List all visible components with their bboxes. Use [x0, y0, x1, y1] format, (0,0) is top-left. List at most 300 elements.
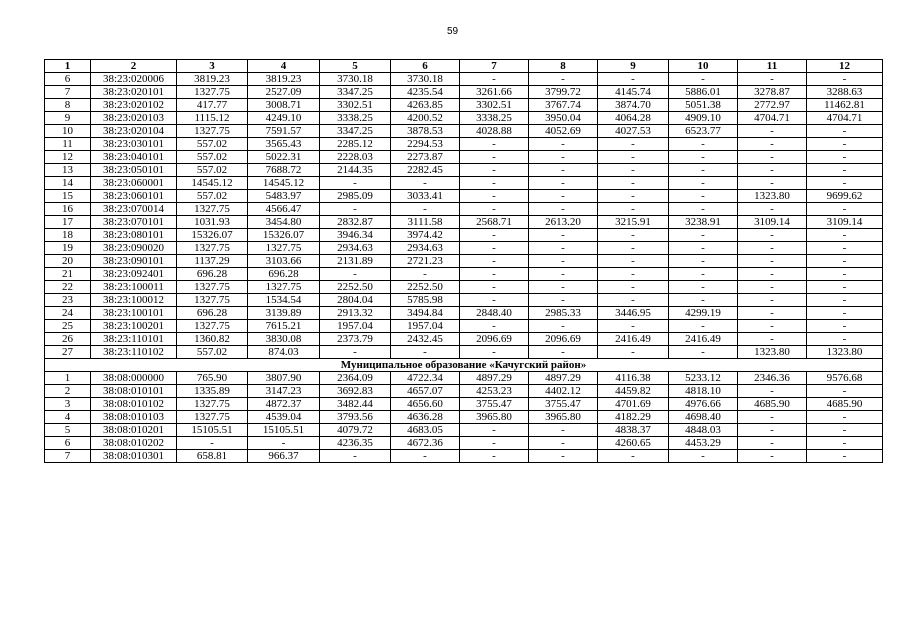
table-row	[45, 125, 883, 138]
table-cell: -	[807, 177, 883, 190]
table-cell: -	[738, 125, 807, 138]
column-header: 2	[91, 60, 177, 73]
table-cell: -	[807, 164, 883, 177]
table-cell: 14545.12	[177, 177, 248, 190]
table-cell: 2832.87	[320, 216, 391, 229]
table-cell: 7	[45, 450, 91, 463]
table-cell: -	[320, 268, 391, 281]
table-cell: -	[598, 346, 669, 359]
table-cell: 4722.34	[391, 372, 460, 385]
table-cell: -	[807, 424, 883, 437]
table-cell: 38:08:010103	[91, 411, 177, 424]
table-cell: 15105.51	[177, 424, 248, 437]
table-cell: 24	[45, 307, 91, 320]
table-cell: 1137.29	[177, 255, 248, 268]
table-cell: -	[598, 294, 669, 307]
table-cell: 1534.54	[248, 294, 320, 307]
table-cell: 7615.21	[248, 320, 320, 333]
table-cell: 14545.12	[248, 177, 320, 190]
table-cell: 3033.41	[391, 190, 460, 203]
table-cell: -	[598, 164, 669, 177]
table-cell: -	[460, 346, 529, 359]
table-cell: -	[391, 268, 460, 281]
table-cell: 4897.29	[460, 372, 529, 385]
table-cell: -	[669, 151, 738, 164]
table-cell: -	[460, 255, 529, 268]
column-header: 9	[598, 60, 669, 73]
table-cell: 696.28	[248, 268, 320, 281]
table-row	[45, 151, 883, 164]
section-heading-row	[45, 359, 883, 372]
table-cell: 3454.80	[248, 216, 320, 229]
table-cell: 38:23:050101	[91, 164, 177, 177]
table-cell: -	[320, 203, 391, 216]
table-row	[45, 216, 883, 229]
table-cell: 16	[45, 203, 91, 216]
table-cell: 1327.75	[177, 242, 248, 255]
table-cell: -	[738, 151, 807, 164]
table-cell: 3302.51	[320, 99, 391, 112]
table-cell: -	[598, 177, 669, 190]
table-cell: 3830.08	[248, 333, 320, 346]
table-cell: -	[460, 203, 529, 216]
table-cell: -	[460, 320, 529, 333]
table-cell: -	[391, 450, 460, 463]
table-cell: -	[529, 255, 598, 268]
table-cell: -	[460, 190, 529, 203]
table-cell: -	[460, 294, 529, 307]
table-cell: 6523.77	[669, 125, 738, 138]
table-cell: 6	[45, 73, 91, 86]
table-cell: 3950.04	[529, 112, 598, 125]
table-row	[45, 411, 883, 424]
table-cell: -	[807, 242, 883, 255]
table-cell: 3965.80	[460, 411, 529, 424]
table-cell: -	[529, 177, 598, 190]
table-cell: 15	[45, 190, 91, 203]
table-cell: 4064.28	[598, 112, 669, 125]
table-cell: 4704.71	[807, 112, 883, 125]
table-row	[45, 385, 883, 398]
table-row	[45, 164, 883, 177]
table-cell: -	[807, 450, 883, 463]
table-cell: 2432.45	[391, 333, 460, 346]
table-cell: 2346.36	[738, 372, 807, 385]
table-row	[45, 73, 883, 86]
column-header: 12	[807, 60, 883, 73]
table-cell: 4260.65	[598, 437, 669, 450]
table-row	[45, 268, 883, 281]
table-cell: -	[529, 190, 598, 203]
table-cell: 38:08:010201	[91, 424, 177, 437]
table-cell: 4566.47	[248, 203, 320, 216]
table-cell: -	[669, 242, 738, 255]
table-cell: -	[598, 320, 669, 333]
table-cell: 23	[45, 294, 91, 307]
table-cell: -	[669, 346, 738, 359]
table-cell: -	[669, 138, 738, 151]
table-cell: 38:23:070014	[91, 203, 177, 216]
table-cell: 4052.69	[529, 125, 598, 138]
table-cell: 2252.50	[391, 281, 460, 294]
table-cell: 27	[45, 346, 91, 359]
table-cell: -	[669, 281, 738, 294]
table-cell: 4145.74	[598, 86, 669, 99]
table-cell: 3874.70	[598, 99, 669, 112]
table-cell: -	[529, 281, 598, 294]
table-cell: 19	[45, 242, 91, 255]
table-cell: 4236.35	[320, 437, 391, 450]
table-cell: 1323.80	[738, 346, 807, 359]
table-cell: 4704.71	[738, 112, 807, 125]
table-cell: 17	[45, 216, 91, 229]
table-cell: 4698.40	[669, 411, 738, 424]
table-cell: 557.02	[177, 190, 248, 203]
table-cell: 38:23:060001	[91, 177, 177, 190]
table-cell: 9576.68	[807, 372, 883, 385]
table-cell: -	[669, 190, 738, 203]
table-cell: -	[738, 164, 807, 177]
table-cell: 4235.54	[391, 86, 460, 99]
table-cell: 7591.57	[248, 125, 320, 138]
table-row	[45, 437, 883, 450]
table-cell: -	[807, 255, 883, 268]
table-cell: 4253.23	[460, 385, 529, 398]
table-cell: 4838.37	[598, 424, 669, 437]
table-cell: -	[320, 450, 391, 463]
table-cell: 1327.75	[177, 86, 248, 99]
table-cell: 4299.19	[669, 307, 738, 320]
table-row	[45, 203, 883, 216]
table-cell: 3793.56	[320, 411, 391, 424]
table-cell: 2096.69	[460, 333, 529, 346]
table-cell: -	[598, 281, 669, 294]
table-row	[45, 242, 883, 255]
table-cell: 38:23:030101	[91, 138, 177, 151]
table-cell: 38:23:020103	[91, 112, 177, 125]
table-cell: 3965.80	[529, 411, 598, 424]
table-cell: -	[529, 424, 598, 437]
table-cell: 3109.14	[738, 216, 807, 229]
table-cell: 4182.29	[598, 411, 669, 424]
table-cell: 38:23:060101	[91, 190, 177, 203]
table-cell: 38:23:020104	[91, 125, 177, 138]
table-cell: 1327.75	[177, 320, 248, 333]
table-cell: 696.28	[177, 307, 248, 320]
table-cell: 2282.45	[391, 164, 460, 177]
table-cell: -	[529, 320, 598, 333]
table-cell: 3819.23	[177, 73, 248, 86]
table-row	[45, 450, 883, 463]
table-cell: -	[177, 437, 248, 450]
table-cell: 4672.36	[391, 437, 460, 450]
table-cell: 21	[45, 268, 91, 281]
table-cell: -	[807, 268, 883, 281]
table-cell: 4897.29	[529, 372, 598, 385]
table-cell: 966.37	[248, 450, 320, 463]
table-cell: -	[598, 151, 669, 164]
table-row	[45, 99, 883, 112]
table-cell: 38:08:010301	[91, 450, 177, 463]
table-cell: 38:23:100012	[91, 294, 177, 307]
table-cell: 4683.05	[391, 424, 460, 437]
table-cell: 4656.60	[391, 398, 460, 411]
table-cell: 1327.75	[248, 242, 320, 255]
table-cell: -	[598, 138, 669, 151]
table-cell: -	[460, 229, 529, 242]
table-body	[45, 73, 883, 463]
table-cell: -	[460, 437, 529, 450]
table-cell: -	[598, 229, 669, 242]
table-cell: 15105.51	[248, 424, 320, 437]
table-cell: 1323.80	[738, 190, 807, 203]
table-cell: 38:23:020102	[91, 99, 177, 112]
table-cell: 3347.25	[320, 125, 391, 138]
table-cell: -	[738, 203, 807, 216]
table-cell: 4402.12	[529, 385, 598, 398]
table-cell: 4079.72	[320, 424, 391, 437]
table-cell: -	[669, 164, 738, 177]
table-cell: -	[807, 229, 883, 242]
table-row	[45, 190, 883, 203]
table-cell: 5022.31	[248, 151, 320, 164]
table-row	[45, 229, 883, 242]
table-cell: 38:23:090020	[91, 242, 177, 255]
table-row	[45, 346, 883, 359]
table-cell: -	[598, 190, 669, 203]
table-cell: 557.02	[177, 138, 248, 151]
table-cell: -	[598, 203, 669, 216]
table-cell: 4116.38	[598, 372, 669, 385]
table-cell: 2144.35	[320, 164, 391, 177]
table-cell: -	[460, 177, 529, 190]
table-cell: 2985.33	[529, 307, 598, 320]
table-cell: -	[320, 346, 391, 359]
table-cell: 1327.75	[177, 294, 248, 307]
table-cell: -	[529, 268, 598, 281]
table-row	[45, 333, 883, 346]
table-cell: 3347.25	[320, 86, 391, 99]
section-title: Муниципальное образование «Качугский район»	[45, 359, 883, 372]
table-cell: -	[738, 73, 807, 86]
table-cell: 4872.37	[248, 398, 320, 411]
table-cell: -	[529, 73, 598, 86]
table-cell: 38:23:020006	[91, 73, 177, 86]
table-cell: -	[738, 411, 807, 424]
table-cell: 3302.51	[460, 99, 529, 112]
table-cell: 1	[45, 372, 91, 385]
table-cell: 7688.72	[248, 164, 320, 177]
column-header: 6	[391, 60, 460, 73]
table-cell: 4027.53	[598, 125, 669, 138]
table-cell: 3278.87	[738, 86, 807, 99]
table-cell: 9	[45, 112, 91, 125]
table-cell: 765.90	[177, 372, 248, 385]
table-cell: 18	[45, 229, 91, 242]
table-cell: 3730.18	[391, 73, 460, 86]
table-cell: -	[598, 450, 669, 463]
table-cell: 3338.25	[320, 112, 391, 125]
table-cell: -	[320, 177, 391, 190]
table-cell: 38:23:070101	[91, 216, 177, 229]
table-cell: -	[529, 229, 598, 242]
table-cell: -	[807, 151, 883, 164]
table-cell: 2364.09	[320, 372, 391, 385]
table-cell: 4028.88	[460, 125, 529, 138]
table-cell: -	[807, 73, 883, 86]
table-cell: 3730.18	[320, 73, 391, 86]
table-cell: 2568.71	[460, 216, 529, 229]
table-cell: -	[529, 450, 598, 463]
table-cell: 3111.58	[391, 216, 460, 229]
table-cell: -	[807, 437, 883, 450]
table-cell: 2416.49	[598, 333, 669, 346]
table-cell: 696.28	[177, 268, 248, 281]
table-cell: 3147.23	[248, 385, 320, 398]
table-cell: 3261.66	[460, 86, 529, 99]
table-cell: -	[460, 151, 529, 164]
table-cell: -	[529, 164, 598, 177]
table-cell: 38:23:110102	[91, 346, 177, 359]
data-table	[44, 59, 883, 463]
column-header: 7	[460, 60, 529, 73]
column-header: 8	[529, 60, 598, 73]
table-cell: 2416.49	[669, 333, 738, 346]
table-cell: -	[669, 320, 738, 333]
table-cell: 2848.40	[460, 307, 529, 320]
table-cell: 4976.66	[669, 398, 738, 411]
table-cell: 4818.10	[669, 385, 738, 398]
table-cell: 557.02	[177, 346, 248, 359]
table-cell: 1327.75	[177, 411, 248, 424]
table-cell: -	[738, 424, 807, 437]
table-cell: -	[738, 333, 807, 346]
table-cell: 1323.80	[807, 346, 883, 359]
table-cell: 5785.98	[391, 294, 460, 307]
page-number: 59	[446, 26, 459, 37]
table-cell: 1327.75	[248, 281, 320, 294]
table-cell: 2913.32	[320, 307, 391, 320]
table-cell: 557.02	[177, 151, 248, 164]
table-cell: 3878.53	[391, 125, 460, 138]
table-cell: -	[391, 203, 460, 216]
table-cell: -	[738, 320, 807, 333]
table-cell: -	[807, 281, 883, 294]
table-cell: -	[807, 385, 883, 398]
table-cell: 3807.90	[248, 372, 320, 385]
table-cell: -	[738, 268, 807, 281]
table-cell: 5233.12	[669, 372, 738, 385]
table-cell: 15326.07	[177, 229, 248, 242]
table-cell: 4685.90	[807, 398, 883, 411]
table-cell: 15326.07	[248, 229, 320, 242]
table-cell: 3446.95	[598, 307, 669, 320]
table-cell: 3482.44	[320, 398, 391, 411]
table-cell: 2285.12	[320, 138, 391, 151]
table-cell: 1327.75	[177, 281, 248, 294]
table-cell: 9699.62	[807, 190, 883, 203]
table-cell: 2527.09	[248, 86, 320, 99]
table-cell: 3974.42	[391, 229, 460, 242]
table-cell: -	[807, 411, 883, 424]
table-row	[45, 372, 883, 385]
table-cell: -	[738, 294, 807, 307]
table-cell: 2228.03	[320, 151, 391, 164]
table-cell: 5051.38	[669, 99, 738, 112]
table-cell: -	[807, 203, 883, 216]
table-cell: -	[807, 307, 883, 320]
table-row	[45, 138, 883, 151]
table-row	[45, 294, 883, 307]
table-cell: -	[738, 281, 807, 294]
table-cell: 4657.07	[391, 385, 460, 398]
table-cell: 4848.03	[669, 424, 738, 437]
table-cell: -	[460, 164, 529, 177]
table-cell: 3767.74	[529, 99, 598, 112]
table-cell: 1957.04	[320, 320, 391, 333]
table-cell: 3338.25	[460, 112, 529, 125]
column-header: 10	[669, 60, 738, 73]
table-cell: 4685.90	[738, 398, 807, 411]
table-cell: 38:23:080101	[91, 229, 177, 242]
table-row	[45, 424, 883, 437]
table-cell: 25	[45, 320, 91, 333]
table-cell: 3799.72	[529, 86, 598, 99]
table-cell: -	[460, 450, 529, 463]
table-cell: 1957.04	[391, 320, 460, 333]
table-cell: 2804.04	[320, 294, 391, 307]
table-cell: 3238.91	[669, 216, 738, 229]
table-cell: 3755.47	[529, 398, 598, 411]
table-cell: -	[669, 73, 738, 86]
table-cell: 1327.75	[177, 398, 248, 411]
table-row	[45, 86, 883, 99]
table-cell: 5	[45, 424, 91, 437]
table-cell: 4263.85	[391, 99, 460, 112]
table-cell: -	[529, 151, 598, 164]
table-cell: 1327.75	[177, 125, 248, 138]
table-cell: 4459.82	[598, 385, 669, 398]
table-cell: 11462.81	[807, 99, 883, 112]
table-cell: 38:08:010202	[91, 437, 177, 450]
table-cell: 38:23:100011	[91, 281, 177, 294]
table-cell: 26	[45, 333, 91, 346]
table-cell: 38:23:110101	[91, 333, 177, 346]
table-row	[45, 320, 883, 333]
table-cell: 3139.89	[248, 307, 320, 320]
table-cell: 2131.89	[320, 255, 391, 268]
table-row	[45, 112, 883, 125]
table-cell: 3215.91	[598, 216, 669, 229]
table-cell: -	[391, 177, 460, 190]
table-cell: 3565.43	[248, 138, 320, 151]
table-cell: 1327.75	[177, 203, 248, 216]
table-header-row	[45, 60, 883, 73]
table-cell: 38:23:092401	[91, 268, 177, 281]
table-row	[45, 398, 883, 411]
table-cell: -	[460, 268, 529, 281]
table-cell: 2096.69	[529, 333, 598, 346]
table-cell: 6	[45, 437, 91, 450]
table-cell: 14	[45, 177, 91, 190]
table-cell: 3755.47	[460, 398, 529, 411]
table-cell: -	[738, 437, 807, 450]
table-cell: 3819.23	[248, 73, 320, 86]
table-cell: -	[738, 242, 807, 255]
table-cell: -	[248, 437, 320, 450]
table-cell: 4636.28	[391, 411, 460, 424]
table-cell: -	[807, 320, 883, 333]
